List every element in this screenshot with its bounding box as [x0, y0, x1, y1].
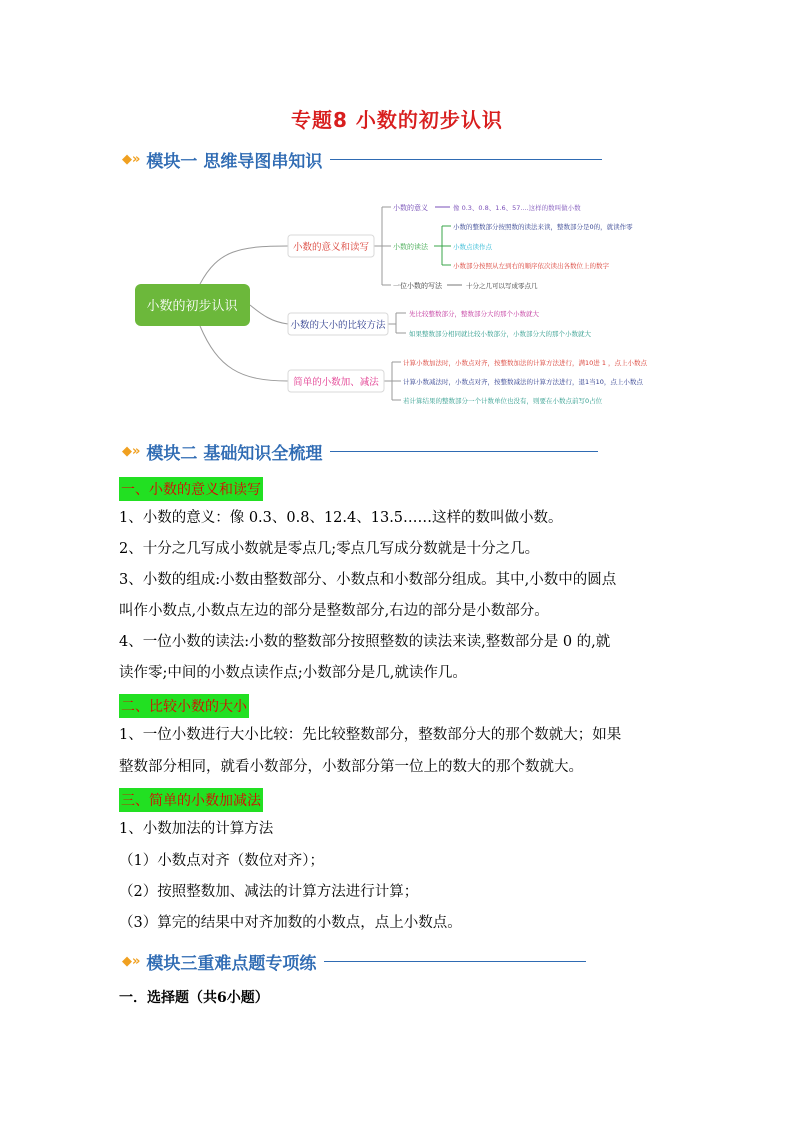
- section-heading: 一、小数的意义和读写: [119, 477, 263, 501]
- mindmap-leaf: 十分之几可以写成零点几: [466, 282, 538, 290]
- paragraph-line: 3、小数的组成:小数由整数部分、小数点和小数部分组成。其中,小数中的圆点: [119, 572, 617, 588]
- double-chevron-icon: ◆»: [122, 953, 141, 969]
- double-chevron-icon: ◆»: [122, 151, 141, 167]
- mindmap-leaf: 若计算结果的整数部分一个计数单位也没有，则要在小数点前写0占位: [403, 397, 603, 405]
- paragraph-line: 1、小数加法的计算方法: [119, 821, 274, 837]
- mindmap-leaf: 如果整数部分相同就比较小数部分，小数部分大的那个小数就大: [409, 330, 591, 338]
- paragraph-line: （2）按照整数加、减法的计算方法进行计算；: [119, 884, 419, 900]
- paragraph-line: （3）算完的结果中对齐加数的小数点，点上小数点。: [119, 915, 462, 931]
- mindmap-branch-label: 小数的意义和读写: [292, 242, 370, 253]
- mindmap-leaf: 小数的整数部分按照数的读法来读，整数部分是0的，就读作零: [453, 223, 633, 231]
- practice-heading: 一．选择题（共6小题）: [119, 990, 269, 1006]
- module-title: 模块一 思维导图串知识: [146, 151, 323, 172]
- paragraph-line: 4、一位小数的读法:小数的整数部分按照整数的读法来读,整数部分是 0 的,就: [119, 634, 611, 650]
- mindmap-leaf: 先比较整数部分，整数部分大的那个小数就大: [409, 310, 539, 318]
- mindmap-sub-label: 小数的读法: [393, 243, 428, 251]
- mindmap-root-label: 小数的初步认识: [146, 299, 238, 314]
- mindmap-sub-label: 小数的意义: [393, 204, 428, 212]
- paragraph-line: 2、十分之几写成小数就是零点几;零点几写成分数就是十分之几。: [119, 541, 540, 557]
- mindmap-leaf: 计算小数减法时，小数点对齐，按整数减法的计算方法进行，退1当10，点上小数点: [403, 378, 643, 386]
- mindmap-sub-label: 一位小数的写法: [393, 282, 442, 290]
- mindmap-leaf: 小数点读作点: [453, 243, 492, 251]
- paragraph-line: 读作零;中间的小数点读作点;小数部分是几,就读作几。: [119, 665, 467, 681]
- paragraph-line: 1、小数的意义：像 0.3、0.8、12.4、13.5……这样的数叫做小数。: [119, 510, 563, 526]
- paragraph-line: （1）小数点对齐（数位对齐）；: [119, 853, 324, 869]
- module-header: [122, 439, 598, 463]
- divider: [330, 451, 598, 452]
- mindmap-leaf: 小数部分按照从左到右的顺序依次读出各数位上的数字: [453, 262, 609, 270]
- mindmap-branch-label: 小数的大小的比较方法: [290, 320, 386, 331]
- mindmap-leaf: 计算小数加法时，小数点对齐，按整数加法的计算方法进行，满10进 1 ，点上小数点: [403, 359, 648, 367]
- module-header: [122, 949, 586, 973]
- divider: [324, 961, 586, 962]
- mindmap-leaf: 像 0.3、0.8、1.6、57....这样的数叫做小数: [453, 204, 581, 212]
- page-title: 专题8 小数的初步认识: [291, 108, 503, 132]
- paragraph-line: 叫作小数点,小数点左边的部分是整数部分,右边的部分是小数部分。: [119, 603, 549, 619]
- paragraph-line: 1、一位小数进行大小比较：先比较整数部分，整数部分大的那个数就大；如果: [119, 727, 622, 743]
- section-heading: 二、比较小数的大小: [119, 694, 249, 718]
- paragraph-line: 整数部分相同，就看小数部分，小数部分第一位上的数大的那个数就大。: [119, 759, 583, 775]
- double-chevron-icon: ◆»: [122, 443, 141, 459]
- module-title: 模块三重难点题专项练: [146, 953, 317, 974]
- section-heading: 三、简单的小数加减法: [119, 788, 263, 812]
- module-title: 模块二 基础知识全梳理: [146, 443, 323, 464]
- mindmap-branch-label: 简单的小数加、减法: [293, 377, 379, 388]
